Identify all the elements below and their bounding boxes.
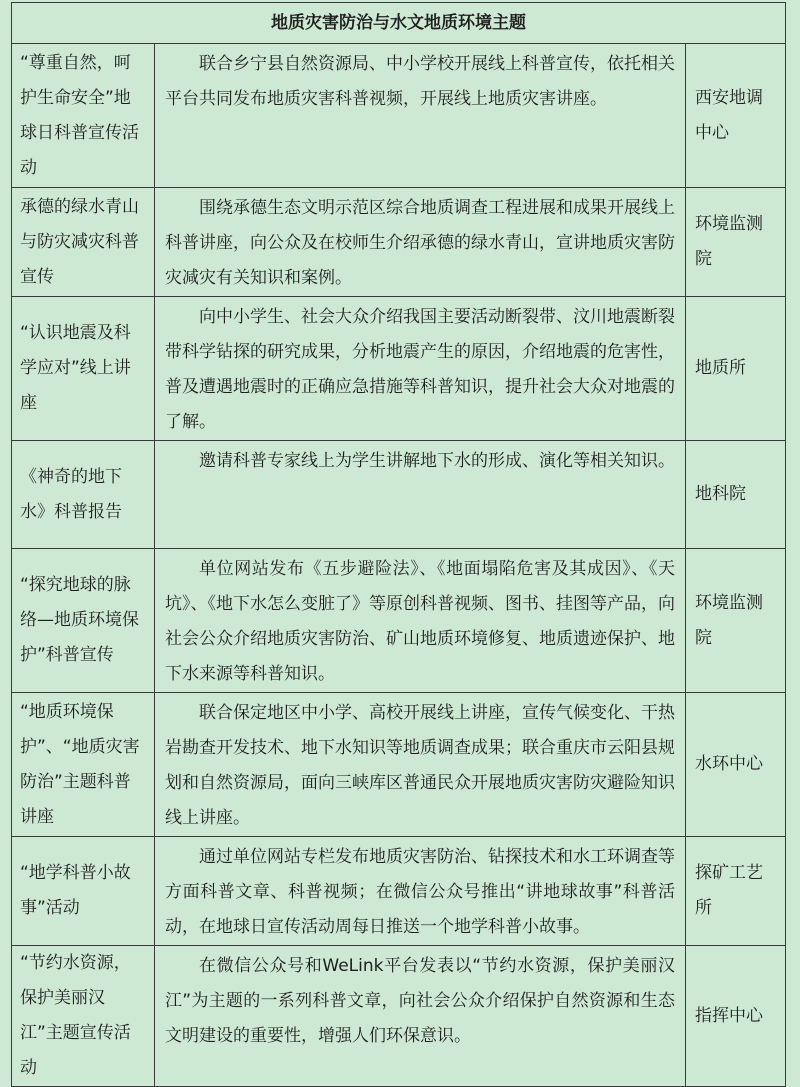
activity-description-text: 在微信公众号和WeLink平台发表以“节约水资源，保护美丽汉江”为主题的一系列科普文章，向社会公众介绍保护自然资源和生态文明建设的重要性，增强人们环保意识。 <box>165 956 675 1046</box>
activity-name: “地质环境保护”、“地质灾害防治”主题科普讲座 <box>12 693 155 837</box>
activity-name: 《神奇的地下水》科普报告 <box>12 441 155 549</box>
activity-description <box>155 693 686 837</box>
activity-description <box>155 946 686 1087</box>
table-row <box>12 297 786 441</box>
organizing-unit: 环境监测院 <box>686 188 786 297</box>
activity-name: 承德的绿水青山与防灾减灾科普宣传 <box>12 188 155 297</box>
activity-description-text: 通过单位网站专栏发布地质灾害防治、钻探技术和水工环调查等方面科普文章、科普视频；在微信公众号推出“讲地球故事”科普活动，在地球日宣传活动周每日推送一个地学科普小故事。 <box>165 847 675 937</box>
table-title-row <box>12 3 786 44</box>
table-row <box>12 549 786 693</box>
activity-name: “认识地震及科学应对”线上讲座 <box>12 297 155 441</box>
activity-description-text: 联合乡宁县自然资源局、中小学校开展线上科普宣传，依托相关平台共同发布地质灾害科普视频，开展线上地质灾害讲座。 <box>165 54 675 109</box>
table-row <box>12 441 786 549</box>
activity-table <box>11 2 786 1087</box>
organizing-unit: 地质所 <box>686 297 786 441</box>
table-row <box>12 837 786 946</box>
activity-description-text: 单位网站发布《五步避险法》、《地面塌陷危害及其成因》、《天坑》、《地下水怎么变脏了》等原创科普视频、图书、挂图等产品，向社会公众介绍地质灾害防治、矿山地质环境修复、地质遗迹保护、地下水来源等科普知识。 <box>165 559 675 684</box>
activity-description-text: 联合保定地区中小学、高校开展线上讲座，宣传气候变化、干热岩勘查开发技术、地下水知识等地质调查成果；联合重庆市云阳县规划和自然资源局，面向三峡库区普通民众开展地质灾害防灾避险知识线上讲座。 <box>165 703 675 828</box>
table-row <box>12 188 786 297</box>
table-row <box>12 44 786 188</box>
activity-description <box>155 188 686 297</box>
table-row <box>12 946 786 1087</box>
organizing-unit: 水环中心 <box>686 693 786 837</box>
activity-description-text: 邀请科普专家线上为学生讲解地下水的形成、演化等相关知识。 <box>199 451 675 471</box>
activity-description <box>155 297 686 441</box>
organizing-unit: 指挥中心 <box>686 946 786 1087</box>
activity-description-text: 向中小学生、社会大众介绍我国主要活动断裂带、汶川地震断裂带科学钻探的研究成果，分析地震产生的原因，介绍地震的危害性，普及遭遇地震时的正确应急措施等科普知识，提升社会大众对地震的了解。 <box>165 307 675 432</box>
activity-name: “探究地球的脉络—地质环境保护”科普宣传 <box>12 549 155 693</box>
activity-name: “地学科普小故事”活动 <box>12 837 155 946</box>
activity-description <box>155 837 686 946</box>
table-row <box>12 693 786 837</box>
activity-description-text: 围绕承德生态文明示范区综合地质调查工程进展和成果开展线上科普讲座，向公众及在校师生介绍承德的绿水青山，宣讲地质灾害防灾减灾有关知识和案例。 <box>165 198 675 288</box>
organizing-unit: 探矿工艺所 <box>686 837 786 946</box>
organizing-unit: 地科院 <box>686 441 786 549</box>
activity-name: “节约水资源，保护美丽汉江”主题宣传活动 <box>12 946 155 1087</box>
activity-name: “尊重自然，呵护生命安全”地球日科普宣传活动 <box>12 44 155 188</box>
activity-description <box>155 441 686 549</box>
activity-description <box>155 549 686 693</box>
table-title: 地质灾害防治与水文地质环境主题 <box>12 3 786 44</box>
activity-description <box>155 44 686 188</box>
organizing-unit: 西安地调中心 <box>686 44 786 188</box>
organizing-unit: 环境监测院 <box>686 549 786 693</box>
